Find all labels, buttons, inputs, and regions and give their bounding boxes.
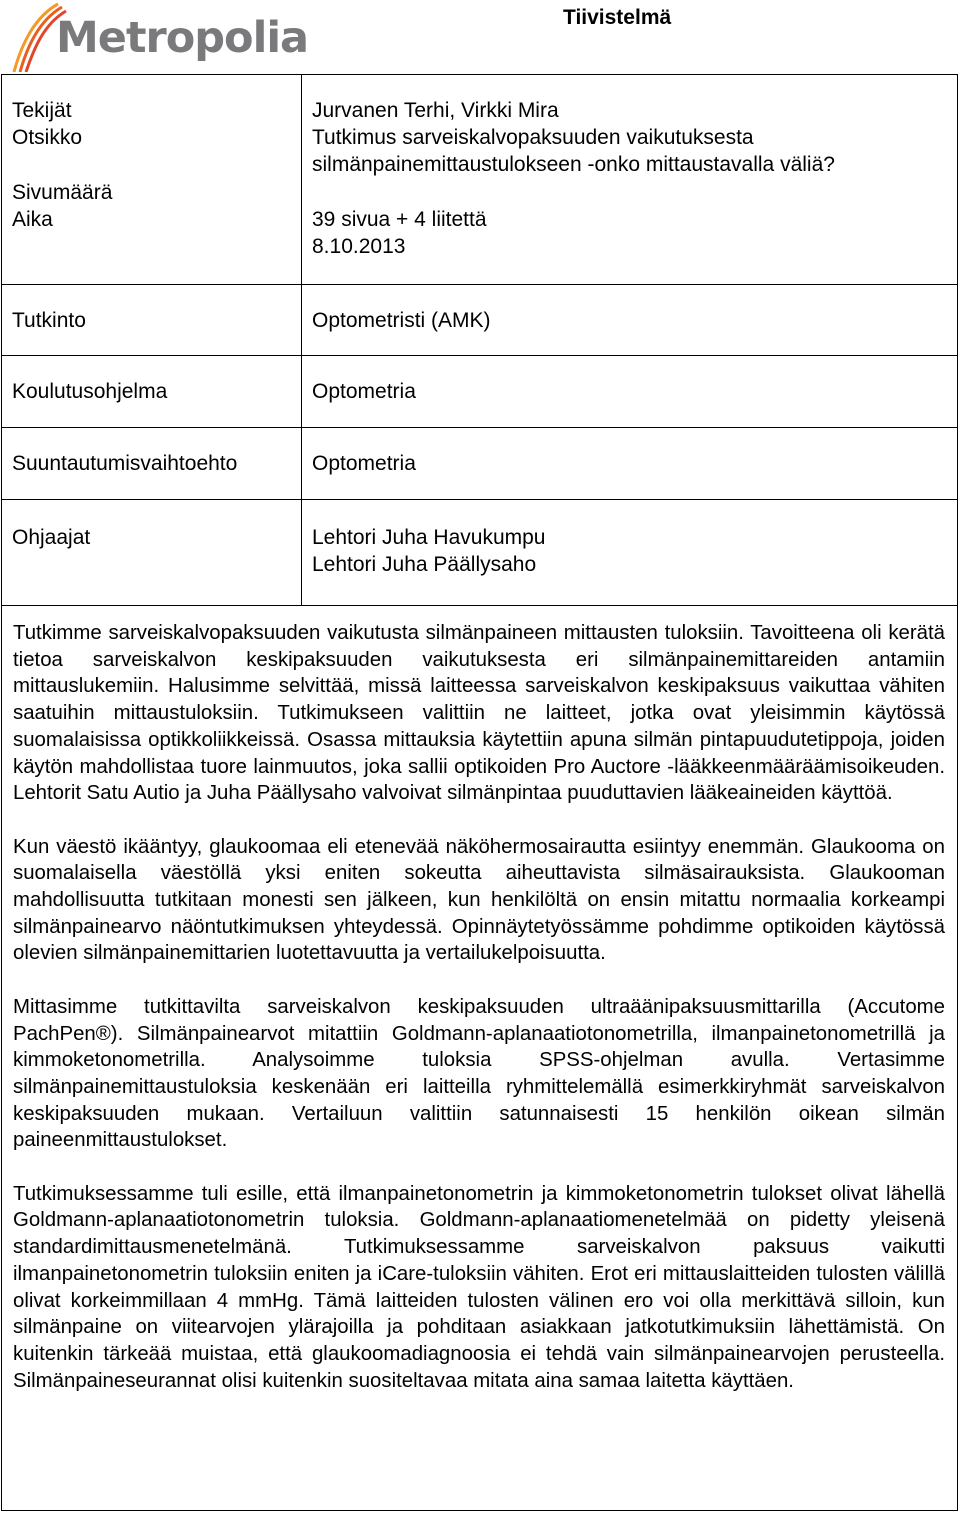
- specialisation-value: Optometria: [302, 428, 958, 500]
- title-line2: silmänpainemittaustulokseen -onko mittaustavalla väliä?: [312, 153, 835, 176]
- authors-title-labels: [2, 75, 302, 285]
- document-type: Tiivistelmä: [563, 6, 672, 29]
- authors-title-values: [302, 75, 958, 285]
- authors-label: Tekijät: [12, 99, 72, 122]
- degree-value: Optometristi (AMK): [302, 285, 958, 356]
- supervisors-label: Ohjaajat: [2, 500, 302, 606]
- degree-label: Tutkinto: [2, 285, 302, 356]
- title-line1: Tutkimus sarveiskalvopaksuuden vaikutuksesta: [312, 126, 754, 149]
- metadata-table: [1, 74, 958, 606]
- supervisor-1: Lehtori Juha Havukumpu: [312, 526, 546, 549]
- abstract-paragraph-1: Tutkimme sarveiskalvopaksuuden vaikutusta silmänpaineen mittausten tuloksiin. Tavoitteena oli kerätä tietoa sarveiskalvon keskipaksuuden vaikutuksesta eri silmänpainemittareiden antamiin mittauslukemiin. Halusimme selvittää, missä laitteessa sarveiskalvon keskipaksuus vaikuttaa vähiten saatuihin mittaustuloksiin. Tutkimukseen valittiin ne laitteet, jotka ovat yleisimmin käytössä suomalaisissa optikkoliikkeissä. Osassa mittauksia käytettiin apuna silmän pintapuudutetippoja, joiden käytön mahdollistaa tuore lainmuutos, joka sallii optikoiden Pro Auctore -lääkkeenmääräämisoikeuden. Lehtorit Satu Autio ja Juha Päällysaho valvoivat silmänpintaa puuduttavien lääkeaineiden käyttöä.: [13, 622, 945, 805]
- supervisors-row: [2, 500, 958, 606]
- supervisors-values: [302, 500, 958, 606]
- metropolia-logo: [8, 2, 328, 72]
- authors-value: Jurvanen Terhi, Virkki Mira: [312, 99, 559, 122]
- supervisor-2: Lehtori Juha Päällysaho: [312, 553, 537, 576]
- program-value: Optometria: [302, 356, 958, 428]
- program-label: Koulutusohjelma: [2, 356, 302, 428]
- abstract-paragraph-3: Mittasimme tutkittavilta sarveiskalvon keskipaksuuden ultraäänipaksuusmittarilla (Accutome PachPen®). Silmänpainearvot mitattiin Goldmann-aplanaatiotonometrilla, ilmanpainetonometrillä ja kimmoketonometrilla. Analysoimme tuloksia SPSS-ohjelman avulla. Vertasimme silmänpainemittaustuloksia keskenään eri laitteilla ryhmittelemällä esimerkkiryhmät sarveiskalvon keskipaksuuden mukaan. Vertailuun valittiin satunnaisesti 15 henkilön oikean silmän paineenmittaustulokset.: [13, 995, 945, 1152]
- pages-value: 39 sivua + 4 liitettä: [312, 208, 487, 231]
- date-value: 8.10.2013: [312, 235, 406, 258]
- abstract-paragraph-4: Tutkimuksessamme tuli esille, että ilmanpainetonometrin ja kimmoketonometrin tulokset olivat lähellä Goldmann-aplanaatiotonometrin tuloksia. Goldmann-aplanaatiomenetelmää on pidetty yleisenä standardimittausmenetelmänä. Tutkimuksessamme sarveiskalvon paksuus vaikutti ilmanpainetonometrin tuloksiin eniten ja iCare-tuloksiin vähiten. Erot eri mittauslaitteiden tulosten välillä olivat korkeimmillaan 4 mmHg. Tämä laitteiden tulosten välinen ero voi olla merkittävä silloin, kun silmänpaine on viitearvojen ylärajoilla ja pohditaan asiakkaan jatkotutkimuksiin lähettämistä. On kuitenkin tärkeää muistaa, että glaukoomadiagnoosia ei tehdä vain silmänpainearvojen perusteella. Silmänpaineseurannat olisi kuitenkin suositeltavaa mitata aina samaa laitetta käyttäen.: [13, 1182, 945, 1392]
- abstract-box: [1, 605, 958, 1511]
- date-label: Aika: [12, 208, 53, 231]
- title-label: Otsikko: [12, 126, 83, 149]
- specialisation-row: [2, 428, 958, 500]
- specialisation-label: Suuntautumisvaihtoehto: [2, 428, 302, 500]
- logo-text: Metropolia: [56, 13, 309, 63]
- abstract-paragraph-2: Kun väestö ikääntyy, glaukoomaa eli etenevää näköhermosairautta esiintyy enemmän. Glaukooma on suomalaisella väestöllä yksi eniten sokeutta aiheuttavista silmäsairauksista. Glaukooman mahdollisuutta tutkitaan monesti sen jälkeen, kun henkilöltä on ensin mitattu normaalia korkeampi silmänpainearvo näöntutkimuksen yhteydessä. Opinnäytetyössämme pohdimme optikoiden käytössä olevien silmänpainemittarien luotettavuutta ja vertailukelpoisuutta.: [13, 835, 945, 965]
- authors-title-row: [2, 75, 958, 285]
- page-header: [0, 0, 960, 75]
- pages-label: Sivumäärä: [12, 181, 113, 204]
- program-row: [2, 356, 958, 428]
- degree-row: [2, 285, 958, 356]
